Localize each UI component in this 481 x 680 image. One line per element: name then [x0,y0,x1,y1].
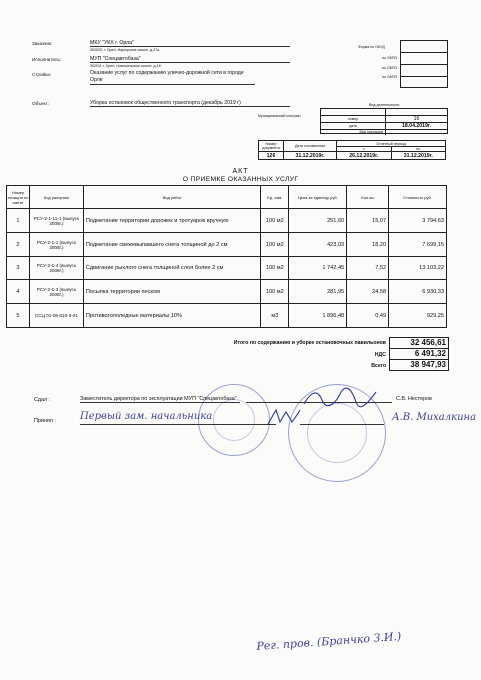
period-header: Отчетный период [337,141,446,147]
table-row [7,233,447,257]
header-cost: Стоимость руб. [389,186,447,209]
row-price: 251,60 [289,209,347,233]
doc-date: 31.12.2019г. [284,152,337,160]
contract-box [320,108,448,134]
row-cost: 3 794,63 [389,209,447,233]
row-number: 2 [7,233,30,257]
row-work: Противогололедные материалы 10% [83,304,261,328]
grand-total-label: Всего [371,363,386,369]
executor-label: Исполнитель: [32,57,62,62]
services-table [6,185,447,328]
site-name: Оказание услуг по содержанию улично-дорожной сети в городе Орле [90,70,255,85]
act-title: АКТ [232,168,249,175]
row-work: Подметание свежевыпавшего снега толщиной до 2 см [83,233,261,257]
row-price: 281,95 [289,280,347,304]
object-label: Объект: [32,101,49,106]
okpo-label-2: по ОКПО [382,66,398,70]
row-number: 4 [7,280,30,304]
date-label: дата [321,123,386,129]
accepted-position-line [80,424,276,425]
accepted-signature-line [300,424,384,425]
accepted-label: Принял : [34,418,56,424]
header-work: Вид работ [83,186,261,209]
executor-name: МУП "Спецавтобаза" [90,56,290,63]
row-unit: м3 [261,304,289,328]
vat-value: 6 491,32 [389,348,449,360]
act-subtitle: О ПРИЕМКЕ ОКАЗАННЫХ УСЛУГ [182,176,299,183]
round-stamp-right-inner [307,403,367,463]
total-label: Итого по содержанию и уборке остановочных павильонов [233,340,386,346]
site-label: Стройка: [32,72,52,77]
row-number: 1 [7,209,30,233]
doc-meta-table [258,140,446,160]
footer-note: Рег. пров. (Бранчко З.И.) [256,629,402,653]
doc-number: 126 [259,152,284,160]
row-number: 5 [7,304,30,328]
total-value: 32 456,61 [389,337,449,349]
row-unit: 100 м2 [261,209,289,233]
row-qty: 18,20 [347,233,389,257]
row-qty: 24,58 [347,280,389,304]
number-label: номер [321,116,386,122]
doc-date-header: Дата составления [284,141,337,152]
row-code: РСУ-2-1-1 (выпуск 2008г.) [29,233,83,257]
handed-label: Сдал : [34,397,51,403]
activity-label: Вид деятельности [369,103,400,107]
accepted-name: А.В. Михалкина [392,412,477,423]
contract-number: 16 [413,116,420,122]
table-row [7,304,447,328]
row-work: Посыпка территории песком [83,280,261,304]
row-qty: 7,52 [347,257,389,280]
period-from-header: с [337,147,392,152]
row-number: 3 [7,257,30,280]
handed-position: Заместитель директора по эксплуатации МУП "Спецавтобаза" [80,396,240,403]
header-code: Код расценки [29,186,83,209]
row-code: РСУ-2-1-11-1 (выпуск 2008г.) [29,209,83,233]
handed-name: С.В. Нестеров [396,396,432,402]
row-price: 1 742,45 [289,257,347,280]
row-unit: 100 м2 [261,257,289,280]
row-cost: 13 103,22 [389,257,447,280]
row-code: ССЦ 01-05-010-3-01 [29,304,83,328]
vat-label: НДС [374,352,386,358]
customer-address: 302020, г. Орел, Наугорское шоссе, д.27а [90,48,160,52]
table-row [7,280,447,304]
row-qty: 0,49 [347,304,389,328]
table-row [7,257,447,280]
row-work: Подметание территории дорожек и тротуаров вручную [83,209,261,233]
customer-label: Заказчик: [32,41,53,46]
period-to-header: по [391,147,446,152]
row-cost: 6 930,33 [389,280,447,304]
row-cost: 7 699,15 [389,233,447,257]
header-qty: Кол-во [347,186,389,209]
row-unit: 100 м2 [261,280,289,304]
period-from: 26.12.2019г. [337,152,392,160]
doc-number-header: Номер документа [259,141,284,152]
accepted-position: Первый зам. начальника [80,411,213,422]
contract-date: 18.04.2019г. [401,123,432,129]
object-name: Уборка остановок общественного транспорта (декабрь 2019 г) [90,100,290,107]
okpo-label-1: по ОКПО [382,56,398,60]
handed-signature [300,386,380,408]
row-work: Сдвигание рыхлого снега толщиной слоя более 2 см [83,257,261,280]
row-code: РСУ-2-1-4 (выпуск 2008г.) [29,257,83,280]
row-price: 1 896,48 [289,304,347,328]
table-row [7,209,447,233]
okud-label: Форма по ОКУД [358,45,385,49]
row-cost: 929,25 [389,304,447,328]
round-stamp-left-inner [213,399,255,441]
code-box-upper [400,40,448,88]
row-qty: 15,07 [347,209,389,233]
customer-name: МКУ "УКХ г. Орла" [90,40,290,47]
accepted-signature [264,404,304,430]
grand-total-value: 38 947,93 [389,359,449,371]
row-code: РСУ-2-1-3 (выпуск 2008г.) [29,280,83,304]
row-unit: 100 м2 [261,233,289,257]
contract-label: Муниципальный контракт [258,114,301,118]
header-price: Цена за единицу руб. [289,186,347,209]
operation-label: Вид операции [359,130,383,134]
header-unit: Ед. изм. [261,186,289,209]
period-to: 31.12.2019г. [391,152,446,160]
okpo-label-3: по ОКПО [382,75,398,79]
row-price: 423,03 [289,233,347,257]
executor-address: 302011 г. Орел, Новосильское шоссе, д.18 [90,64,161,68]
header-position: Номер позиции по смете [7,186,30,209]
